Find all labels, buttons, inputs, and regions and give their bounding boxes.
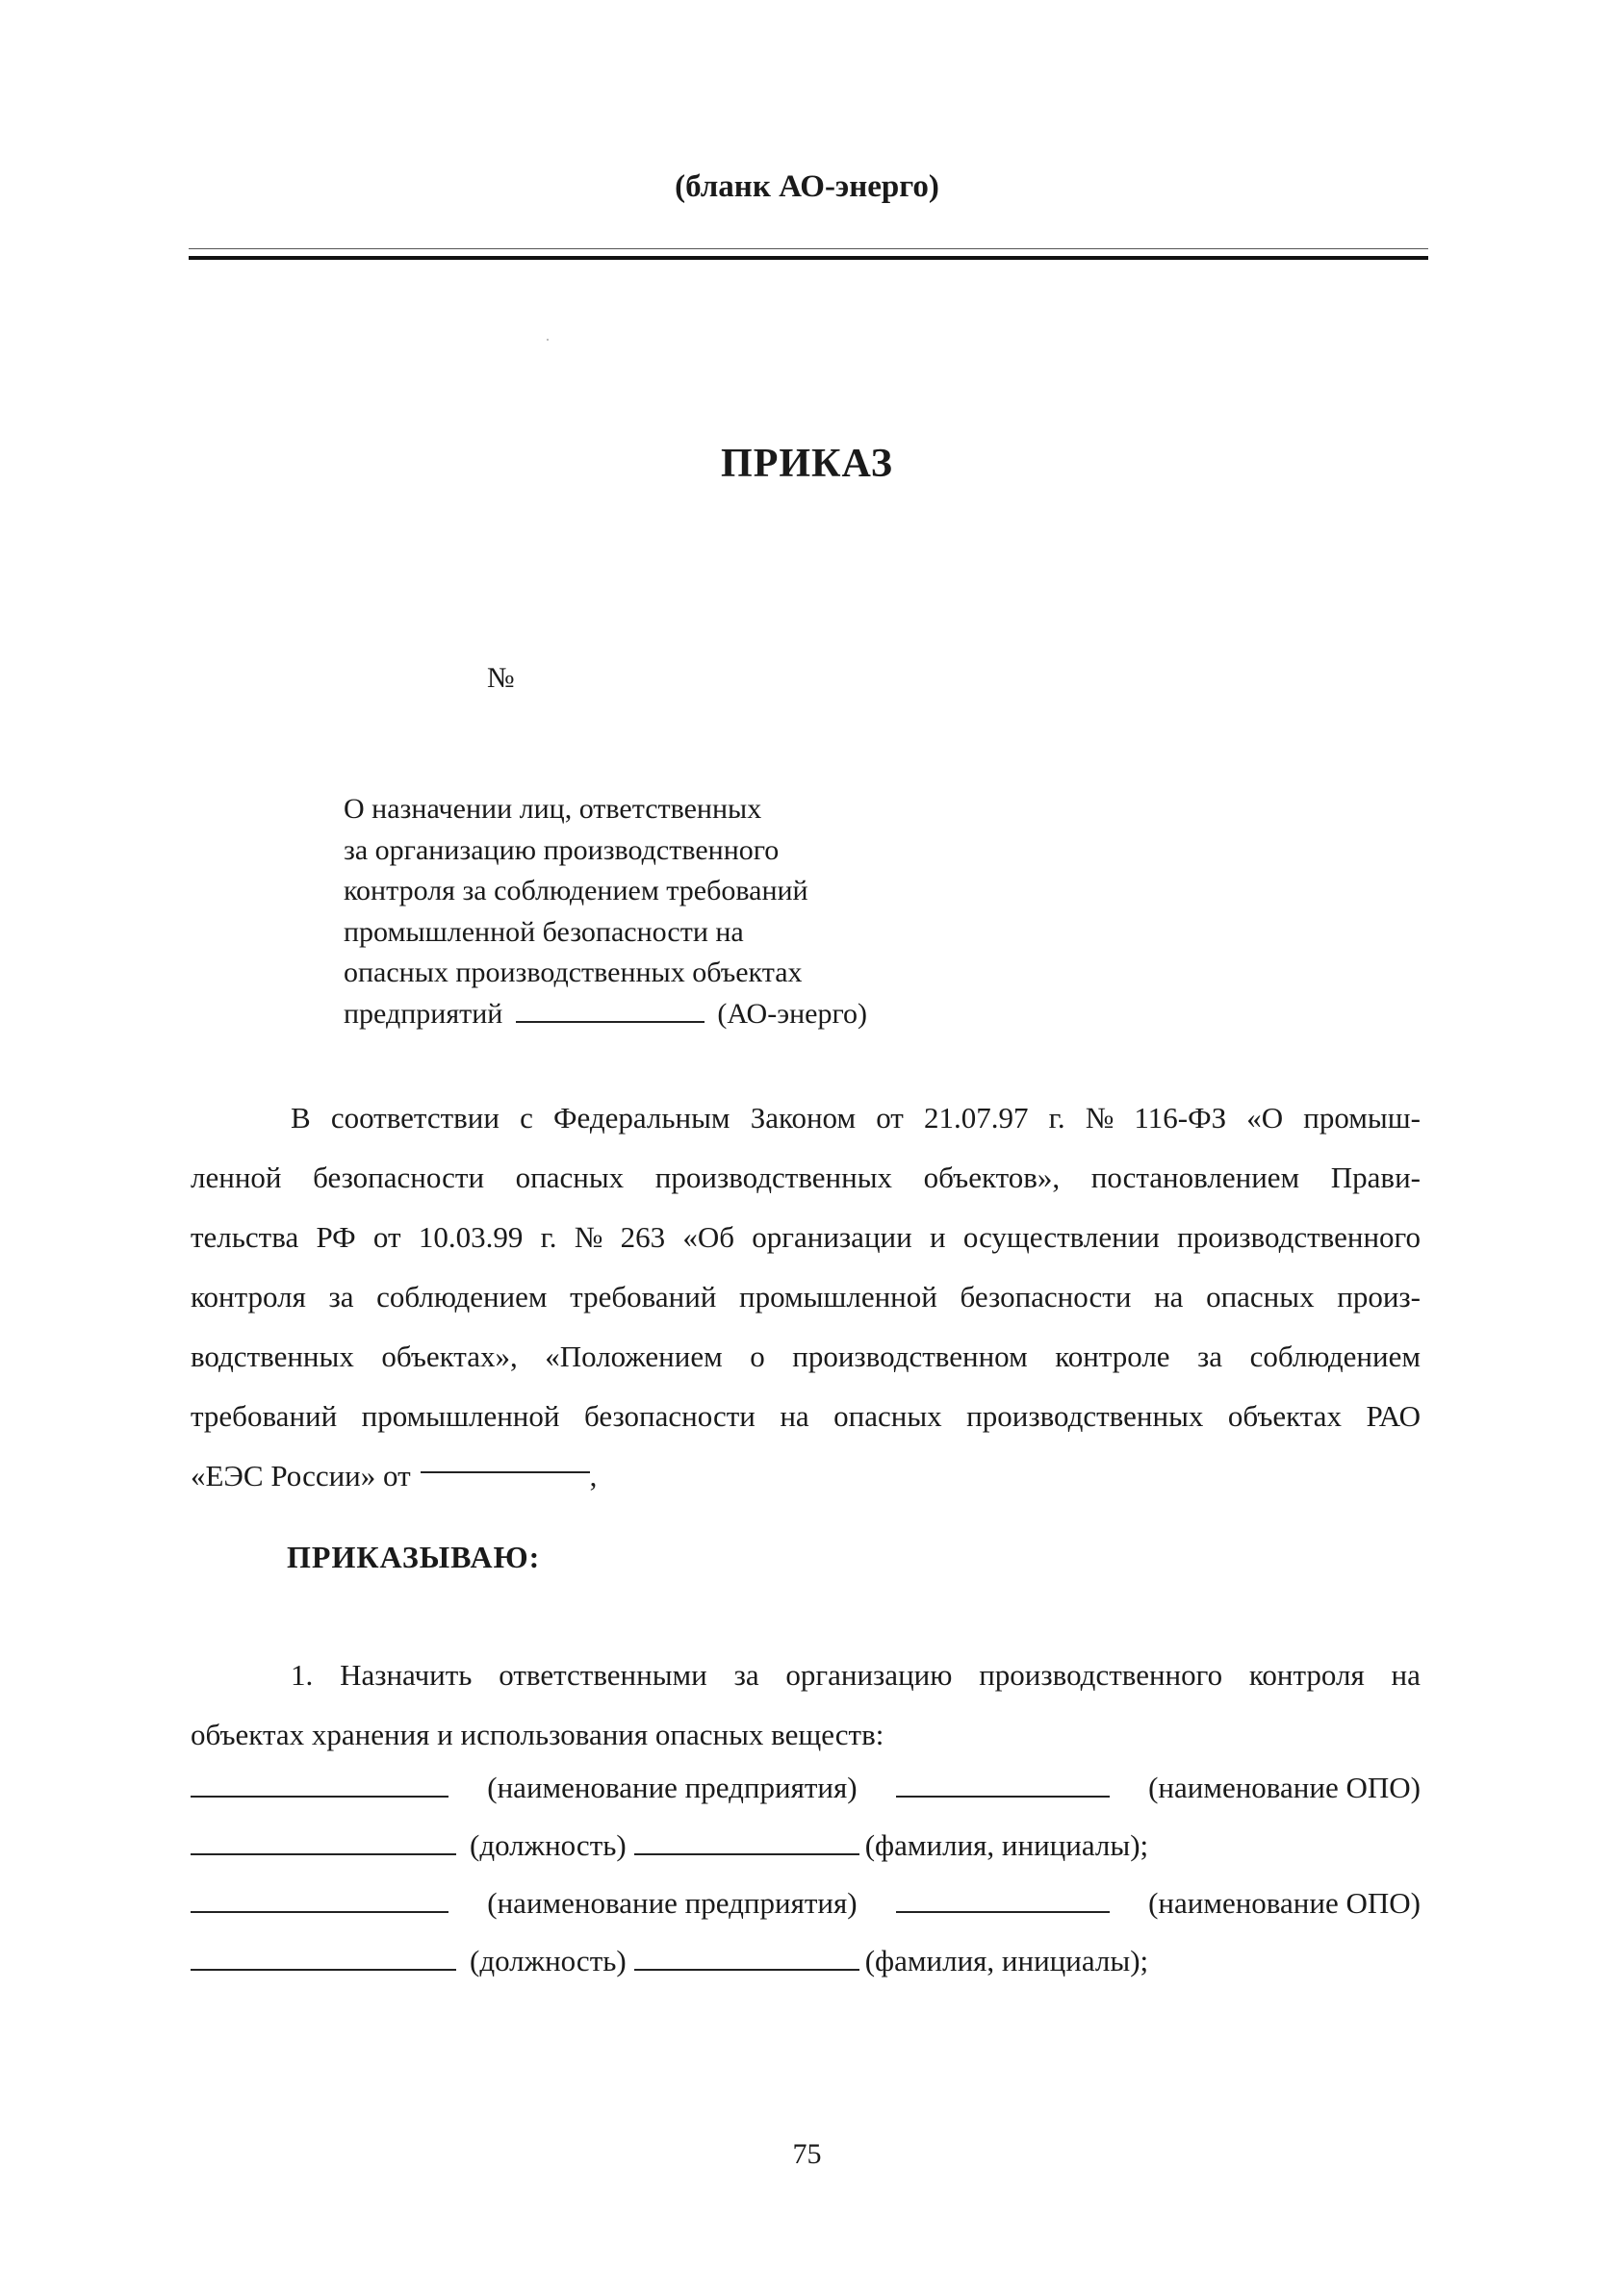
word: за — [733, 1658, 759, 1692]
fill-label: (фамилия, инициалы); — [864, 1944, 1149, 1977]
letterhead-label: (бланк АО-энерго) — [675, 169, 939, 204]
preamble-lines — [191, 1088, 1421, 1446]
text-line — [191, 1148, 1421, 1208]
word: контроля — [191, 1280, 306, 1314]
subject-line-last — [344, 994, 867, 1035]
word: «О — [1246, 1101, 1284, 1135]
fill-label: (должность) — [470, 1944, 627, 1977]
word: безопасности — [960, 1280, 1132, 1314]
fill-label: (наименование предприятия) — [487, 1771, 858, 1804]
hazard-object-blank-field[interactable] — [896, 1888, 1110, 1913]
subject-line: опасных производственных объектах — [344, 957, 803, 988]
word: соблюдением — [1249, 1339, 1421, 1373]
subject-line: промышленной безопасности на — [344, 915, 744, 948]
word: опасных — [1206, 1280, 1315, 1314]
item-1-lines — [191, 1645, 1421, 1705]
text-line — [191, 1208, 1421, 1267]
word: «Положением — [545, 1339, 723, 1373]
word: организации — [752, 1220, 912, 1254]
word: контроля — [1248, 1658, 1365, 1692]
word: на — [780, 1399, 809, 1433]
word: за — [328, 1280, 354, 1314]
word: требований — [570, 1280, 717, 1314]
word: о — [750, 1339, 765, 1373]
word: г. — [1048, 1101, 1065, 1135]
enterprise-blank-field[interactable] — [191, 1773, 448, 1798]
position-blank-field[interactable] — [191, 1830, 456, 1855]
word: от — [372, 1220, 401, 1254]
word: ответственными — [499, 1658, 707, 1692]
word: объектах», — [381, 1339, 518, 1373]
word: производственного — [979, 1658, 1223, 1692]
subject-last-prefix: предприятий — [344, 997, 503, 1030]
word: Назначить — [340, 1658, 473, 1692]
item-1-paragraph — [191, 1645, 1421, 1765]
word: «Об — [682, 1220, 735, 1254]
word: производственных — [654, 1161, 893, 1194]
fill-row — [191, 1944, 1148, 1978]
word: опасных — [833, 1399, 942, 1433]
word: промышленной — [739, 1280, 937, 1314]
word: 10.03.99 — [418, 1220, 524, 1254]
text-line — [191, 1327, 1421, 1387]
word: соблюдением — [376, 1280, 548, 1314]
preamble-last-suffix: , — [589, 1459, 598, 1492]
position-blank-field[interactable] — [191, 1946, 456, 1971]
name-blank-field[interactable] — [634, 1946, 859, 1971]
preamble-paragraph — [191, 1088, 1421, 1506]
word: производственного — [1177, 1220, 1421, 1254]
word: с — [520, 1101, 533, 1135]
word: Федеральным — [553, 1101, 730, 1135]
word: РАО — [1366, 1399, 1421, 1433]
text-line — [191, 1645, 1421, 1705]
subject-last-suffix: (АО-энерго) — [717, 997, 867, 1030]
word: соответствии — [330, 1101, 500, 1135]
fill-row — [191, 1828, 1148, 1863]
word: № — [574, 1220, 603, 1254]
word: постановлением — [1090, 1161, 1300, 1194]
word: 21.07.97 — [923, 1101, 1029, 1135]
word: безопасности — [313, 1161, 485, 1194]
hazard-object-blank-field[interactable] — [896, 1773, 1110, 1798]
item-1-line-2: объектах хранения и использования опасных веществ: — [191, 1718, 884, 1751]
preamble-line-last — [191, 1446, 1421, 1506]
word: промыш- — [1303, 1101, 1421, 1135]
word: тельства — [191, 1220, 299, 1254]
word: произ- — [1337, 1280, 1421, 1314]
fill-label: (наименование предприятия) — [487, 1886, 858, 1920]
word: объектов», — [923, 1161, 1061, 1194]
word: Прави- — [1330, 1161, 1421, 1194]
word: контроле — [1055, 1339, 1170, 1373]
word: безопасности — [583, 1399, 756, 1433]
word: 263 — [620, 1220, 666, 1254]
scan-artifact — [547, 339, 549, 341]
word: и — [929, 1220, 946, 1254]
word: В — [291, 1101, 311, 1135]
word: осуществлении — [962, 1220, 1160, 1254]
enterprise-blank-field[interactable] — [516, 996, 705, 1023]
order-subject — [344, 789, 867, 1034]
page-number: 75 — [792, 2138, 822, 2170]
word: объектах — [1227, 1399, 1342, 1433]
word: 1. — [291, 1658, 314, 1692]
word: РФ — [316, 1220, 356, 1254]
subject-line: О назначении лиц, ответственных — [344, 793, 762, 825]
word: г. — [540, 1220, 557, 1254]
word: № — [1085, 1101, 1114, 1135]
fill-label: (наименование ОПО) — [1148, 1886, 1421, 1920]
fill-label: (должность) — [470, 1828, 627, 1862]
word: опасных — [515, 1161, 625, 1194]
order-directive: ПРИКАЗЫВАЮ: — [287, 1540, 541, 1574]
word: за — [1197, 1339, 1223, 1373]
word: производственном — [792, 1339, 1028, 1373]
fill-label: (наименование ОПО) — [1148, 1771, 1421, 1804]
subject-line: контроля за соблюдением требований — [344, 875, 808, 906]
word: на — [1391, 1658, 1421, 1692]
document-title: ПРИКАЗ — [721, 442, 893, 486]
fill-label: (фамилия, инициалы); — [864, 1828, 1149, 1862]
text-line — [191, 1267, 1421, 1327]
subject-line: за организацию производственного — [344, 833, 780, 866]
word: от — [876, 1101, 904, 1135]
word: 116-ФЗ — [1134, 1101, 1227, 1135]
order-number-label: № — [487, 662, 515, 694]
word: ленной — [191, 1161, 282, 1194]
fill-row — [191, 1771, 1421, 1805]
text-line — [191, 1088, 1421, 1148]
word: на — [1154, 1280, 1184, 1314]
date-blank-field[interactable] — [421, 1446, 590, 1473]
word: производственных — [966, 1399, 1204, 1433]
letterhead-rule-top — [189, 248, 1428, 249]
word: организацию — [785, 1658, 953, 1692]
preamble-last-prefix: «ЕЭС России» от — [191, 1459, 411, 1492]
name-blank-field[interactable] — [634, 1830, 859, 1855]
word: Законом — [750, 1101, 857, 1135]
word: промышленной — [361, 1399, 560, 1433]
fill-row — [191, 1886, 1421, 1921]
enterprise-blank-field[interactable] — [191, 1888, 448, 1913]
word: требований — [191, 1399, 338, 1433]
word: водственных — [191, 1339, 354, 1373]
text-line — [191, 1387, 1421, 1446]
letterhead-rule — [189, 256, 1428, 260]
